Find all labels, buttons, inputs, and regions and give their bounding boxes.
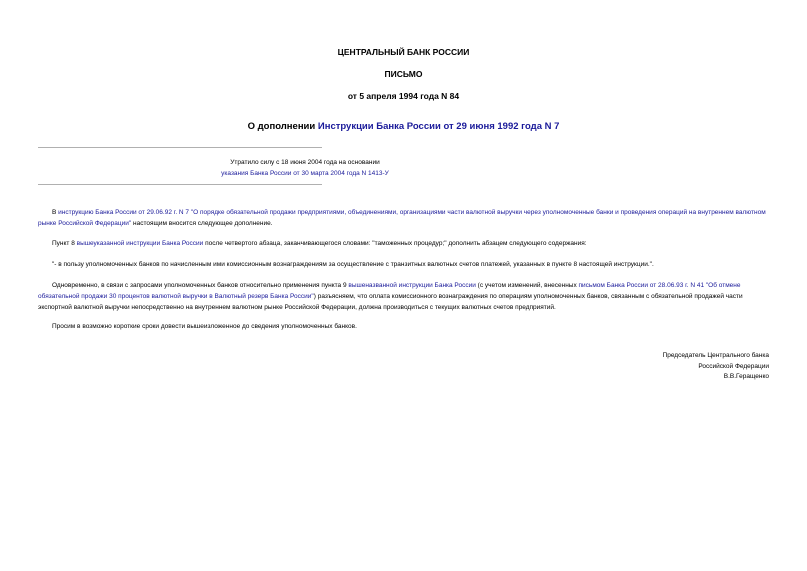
document-type: ПИСЬМО <box>384 69 423 79</box>
signatory-name: В.В.Геращенко <box>723 373 769 380</box>
divider-top <box>38 147 322 148</box>
paragraph-5 <box>38 321 770 332</box>
signature-block <box>663 351 769 383</box>
paragraph-text: В <box>52 209 59 216</box>
document-date: от 5 апреля 1994 года N 84 <box>347 91 460 101</box>
signatory-country: Российской Федерации <box>698 362 769 370</box>
paragraph-1 <box>38 207 770 229</box>
paragraph-2 <box>38 238 770 249</box>
paragraph-text: Пункт 8 <box>52 240 77 247</box>
document-subject <box>0 121 807 132</box>
organization-title: ЦЕНТРАЛЬНЫЙ БАНК РОССИИ <box>337 47 470 57</box>
subject-instruction-link[interactable]: Инструкции Банка России от 29 июня 1992 года N 7 <box>317 121 560 132</box>
paragraph-text: (с учетом изменений, внесенных <box>475 282 579 289</box>
above-named-instruction-link[interactable]: вышеназванной инструкции Банка России <box>348 282 476 289</box>
validity-link[interactable]: указания Банка России от 30 марта 2004 года N 1413-У <box>221 170 389 177</box>
above-instruction-link[interactable]: вышеуказанной инструкции Банка России <box>76 240 204 247</box>
paragraph-4 <box>38 280 770 313</box>
divider-bottom <box>38 184 322 185</box>
paragraph-text: Одновременно, в связи с запросами уполномоченных банков относительно применения пункта 9 <box>52 282 349 289</box>
paragraph-text: после четвертого абзаца, заканчивающегося словами: "таможенных процедур;" дополнить абзацем следующего содержания: <box>203 240 587 247</box>
paragraph-3 <box>38 259 770 270</box>
paragraph-text: "- в пользу уполномоченных банков по начисленным ими комиссионным вознаграждениям за осуществление с транзитных валютных счетов платежей, указанных в пункте 8 настоящей инструкции.". <box>52 261 654 268</box>
paragraph-text: Просим в возможно короткие сроки довести вышеизложенное до сведения уполномоченных банков. <box>52 323 357 330</box>
paragraph-text: ) разъясняем, что оплата комиссионного вознаграждения по операциям уполномоченных банков, связанным с обязательной продажей части экспортной валютной выручки непосредственно на внутреннем валютном рынке Российской Федерации, должна производиться с текущих валютных счетов предприятий. <box>38 293 743 311</box>
paragraph-text: настоящим вносится следующее дополнение. <box>131 220 273 227</box>
letter-41-link[interactable]: письмом Банка России от 28.06.93 г. N 41 "Об отмене обязательной продажи 30 процентов валютной выручки в Валютный резерв Банка России" <box>38 282 741 300</box>
validity-note: Утратило силу с 18 июня 2004 года на основании <box>230 159 380 166</box>
signatory-position: Председатель Центрального банка <box>662 352 769 359</box>
validity-link-line <box>38 168 572 179</box>
instruction-7-link[interactable]: инструкцию Банка России от 29.06.92 г. N 7 "О порядке обязательной продажи предприятиями, объединениями, организациями части валютной выручки через уполномоченные банки и проведения операций на внутреннем валютном рынке Российской Федерации" <box>38 209 766 227</box>
subject-prefix: О дополнении <box>247 121 318 132</box>
